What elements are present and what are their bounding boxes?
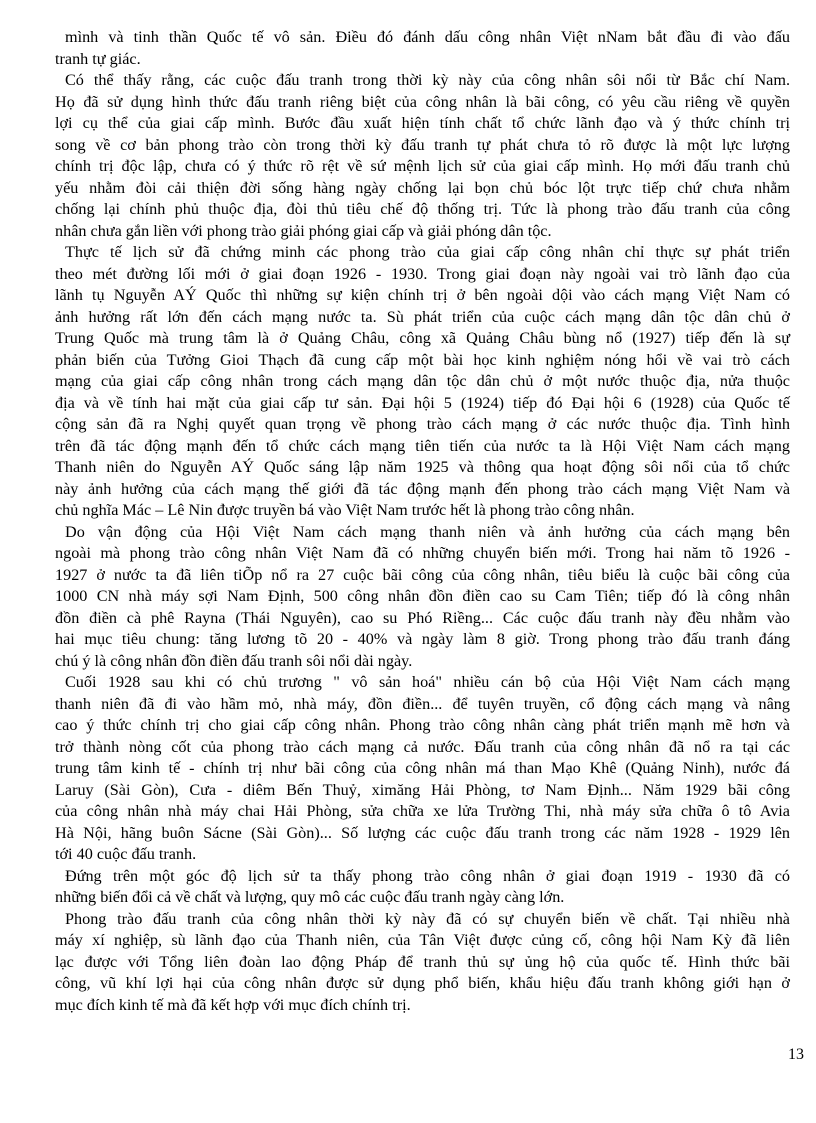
text-line: lợi cụ thể của giai cấp mình. Bước đầu xuất hiện tính chất tổ chức lãnh đạo và ý thức chính trị bbox=[55, 114, 790, 132]
text-line: chú ý là công nhân đồn điền đấu tranh sôi nổi dài ngày. bbox=[55, 651, 413, 670]
text-line: chính trị độc lập, chưa có ý thức rõ rệt về sứ mệnh lịch sử của giai cấp mình. Họ mới đấu tranh chủ bbox=[55, 157, 790, 175]
text-line: nhân chưa gắn liền với phong trào giải phóng giai cấp và giải phóng dân tộc. bbox=[55, 221, 552, 240]
text-line: tới 40 cuộc đấu tranh. bbox=[55, 845, 197, 863]
paragraph bbox=[55, 70, 790, 242]
text-line: máy xí nghiệp, sù lãnh đạo của Thanh niên, của Tân Việt được củng cố, công hội Nam Kỳ đã liên bbox=[55, 931, 790, 949]
text-line: thanh niên đã đi vào hầm mỏ, nhà máy, đồn điền... để tuyên truyền, cổ động cách mạng và nâng bbox=[55, 694, 790, 713]
text-line: Thực tế lịch sử đã chứng minh các phong trào của giai cấp công nhân chỉ thực sự phát triển bbox=[65, 243, 790, 261]
text-line: Họ đã sử dụng hình thức đấu tranh riêng biệt của công nhân là bãi công, có yêu cầu riêng về quyền bbox=[55, 92, 790, 111]
text-line: cao ý thức chính trị cho giai cấp công nhân. Phong trào công nhân càng phát triển mạnh mẽ hơn và bbox=[55, 716, 790, 734]
text-line: Laruy (Sài Gòn), Cưa - diêm Bến Thuỷ, ximăng Hải Phòng, tơ Nam Định... Năm 1929 bãi công bbox=[55, 780, 790, 799]
text-line: trung tâm kinh tế - chính trị như bãi công của công nhân má than Mạo Khê (Quảng Ninh), nước đá bbox=[55, 759, 790, 777]
text-line: song về cơ bản phong trào còn trong thời kỳ đấu tranh tự phát chưa tỏ rõ được là một lực lượng bbox=[55, 135, 790, 154]
text-line: hai mục tiêu chung: tăng lương tõ 20 - 40% và ngày làm 8 giờ. Trong phong trào đấu tranh đáng bbox=[55, 630, 790, 648]
text-line: trên đã tác động mạnh đến tổ chức cách mạng tiên tiến của nước ta là Hội Việt Nam cách mạng bbox=[55, 436, 790, 455]
page-number: 13 bbox=[788, 1046, 804, 1063]
paragraph bbox=[55, 672, 790, 866]
text-line: mạng của giai cấp công nhân trong cách mạng dân tộc dân chủ ở một nước thuộc địa, nửa thuộc bbox=[55, 372, 790, 390]
paragraph bbox=[55, 522, 790, 673]
text-line: yếu nhằm đòi cải thiện đời sống hàng ngày chống lại bọn chủ bóc lột trực tiếp chứ chưa nhằm bbox=[55, 178, 790, 197]
text-line: đồn điền cà phê Rayna (Thái Nguyên), cao su Phó Riềng... Các cuộc đấu tranh này đều nhằm vào bbox=[55, 608, 790, 627]
paragraph bbox=[55, 27, 790, 70]
text-line: công, vũ khí lợi hại của công nhân được sử dụng phổ biến, khẩu hiệu đấu tranh không giới hạn ở bbox=[55, 974, 790, 992]
document-body bbox=[55, 27, 790, 1016]
text-line: ngoài mà phong trào công nhân Việt Nam đã có những chuyển biến mới. Trong hai năm tõ 1926 - bbox=[55, 544, 790, 562]
text-line: Trung Quốc mà trung tâm là ở Quảng Châu, công xã Quảng Châu bùng nổ (1927) tiếp đến là sự bbox=[55, 329, 790, 347]
paragraph bbox=[55, 909, 790, 1017]
text-line: Do vận động của Hội Việt Nam cách mạng thanh niên và ảnh hưởng của cách mạng bên bbox=[65, 522, 790, 541]
text-line: 1927 ở nước ta đã liên tiÕp nổ ra 27 cuộc bãi công của công nhân, tiêu biểu là cuộc bãi công của bbox=[55, 565, 790, 584]
text-line: mình và tinh thần Quốc tế vô sản. Điều đó đánh dấu công nhân Việt nNam bắt đầu đi vào đấu bbox=[65, 28, 790, 46]
text-line: Hà Nội, hãng buôn Sácne (Sài Gòn)... Số lượng các cuộc đấu tranh trong các năm 1928 - 1929 lên bbox=[55, 823, 790, 842]
text-line: mục đích kinh tế mà đã kết hợp với mục đích chính trị. bbox=[55, 995, 411, 1014]
paragraph bbox=[55, 866, 790, 909]
text-line: theo mét đường lối mới ở giai đoạn 1926 - 1930. Trong giai đoạn này ngoài vai trò lãnh đạo của bbox=[55, 264, 790, 283]
text-line: cộng sản đã ra Nghị quyết quan trọng về phong trào cách mạng ở các nước thuộc địa. Tình hình bbox=[55, 415, 790, 433]
text-line: lãnh tụ Nguyễn AÝ Quốc thì những sự kiện chính trị ở bên ngoài dội vào cách mạng Việt Nam có bbox=[55, 286, 790, 304]
text-line: của công nhân nhà máy chai Hải Phòng, sửa chữa xe lửa Trường Thi, nhà máy sửa chữa ô tô Avia bbox=[55, 802, 790, 820]
text-line: trở thành nòng cốt của phong trào cách mạng cả nước. Đấu tranh của công nhân đã nổ ra tại các bbox=[55, 737, 790, 756]
text-line: chủ nghĩa Mác – Lê Nin được truyền bá vào Việt Nam trước hết là phong trào công nhân. bbox=[55, 501, 635, 519]
text-line: này ảnh hưởng của cách mạng thế giới đã tác động mạnh đến phong trào cách mạng Việt Nam và bbox=[55, 479, 790, 498]
text-line: những biến đổi cả về chất và lượng, quy mô các cuộc đấu tranh ngày càng lớn. bbox=[55, 888, 565, 906]
text-line: ảnh hưởng rất lớn đến cách mạng nước ta. Sù phát triển của cuộc cách mạng dân tộc dân chủ ở bbox=[55, 307, 790, 326]
text-line: Đứng trên một góc độ lịch sử ta thấy phong trào công nhân ở giai đoạn 1919 - 1930 đã có bbox=[65, 866, 790, 885]
text-line: Cuối 1928 sau khi có chủ trương " vô sản hoá" nhiều cán bộ của Hội Việt Nam cách mạng bbox=[65, 673, 790, 691]
text-line: chống lại chính phủ thuộc địa, đòi thủ tiêu chế độ thống trị. Tức là phong trào đấu tranh của công bbox=[55, 200, 790, 218]
text-line: Phong trào đấu tranh của công nhân thời kỳ này đã có sự chuyển biến về chất. Tại nhiều nhà bbox=[65, 909, 790, 928]
paragraph bbox=[55, 242, 790, 522]
text-line: lạc được với Tổng liên đoàn lao động Pháp để tranh thủ sự ủng hộ của quốc tế. Hình thức bãi bbox=[55, 952, 790, 971]
text-line: địa và về tính hai mặt của giai cấp tư sản. Đại hội 5 (1924) tiếp đó Đại hội 6 (1928) của Quốc tế bbox=[55, 393, 790, 412]
text-line: tranh tự giác. bbox=[55, 49, 141, 68]
text-line: Thanh niên do Nguyễn AÝ Quốc sáng lập năm 1925 và thông qua hoạt động sôi nổi của tổ chức bbox=[55, 458, 790, 476]
text-line: phản biến của Tưởng Gioi Thạch đã cung cấp một bài học kinh nghiệm nóng hổi về vai trò cách bbox=[55, 350, 790, 369]
text-line: 1000 CN nhà máy sợi Nam Định, 500 công nhân đồn điền cao su Cam Tiên; tiếp đó là công nhân bbox=[55, 587, 790, 605]
text-line: Có thể thấy rằng, các cuộc đấu tranh trong thời kỳ này của công nhân sôi nổi từ Bắc chí Nam. bbox=[65, 71, 790, 89]
